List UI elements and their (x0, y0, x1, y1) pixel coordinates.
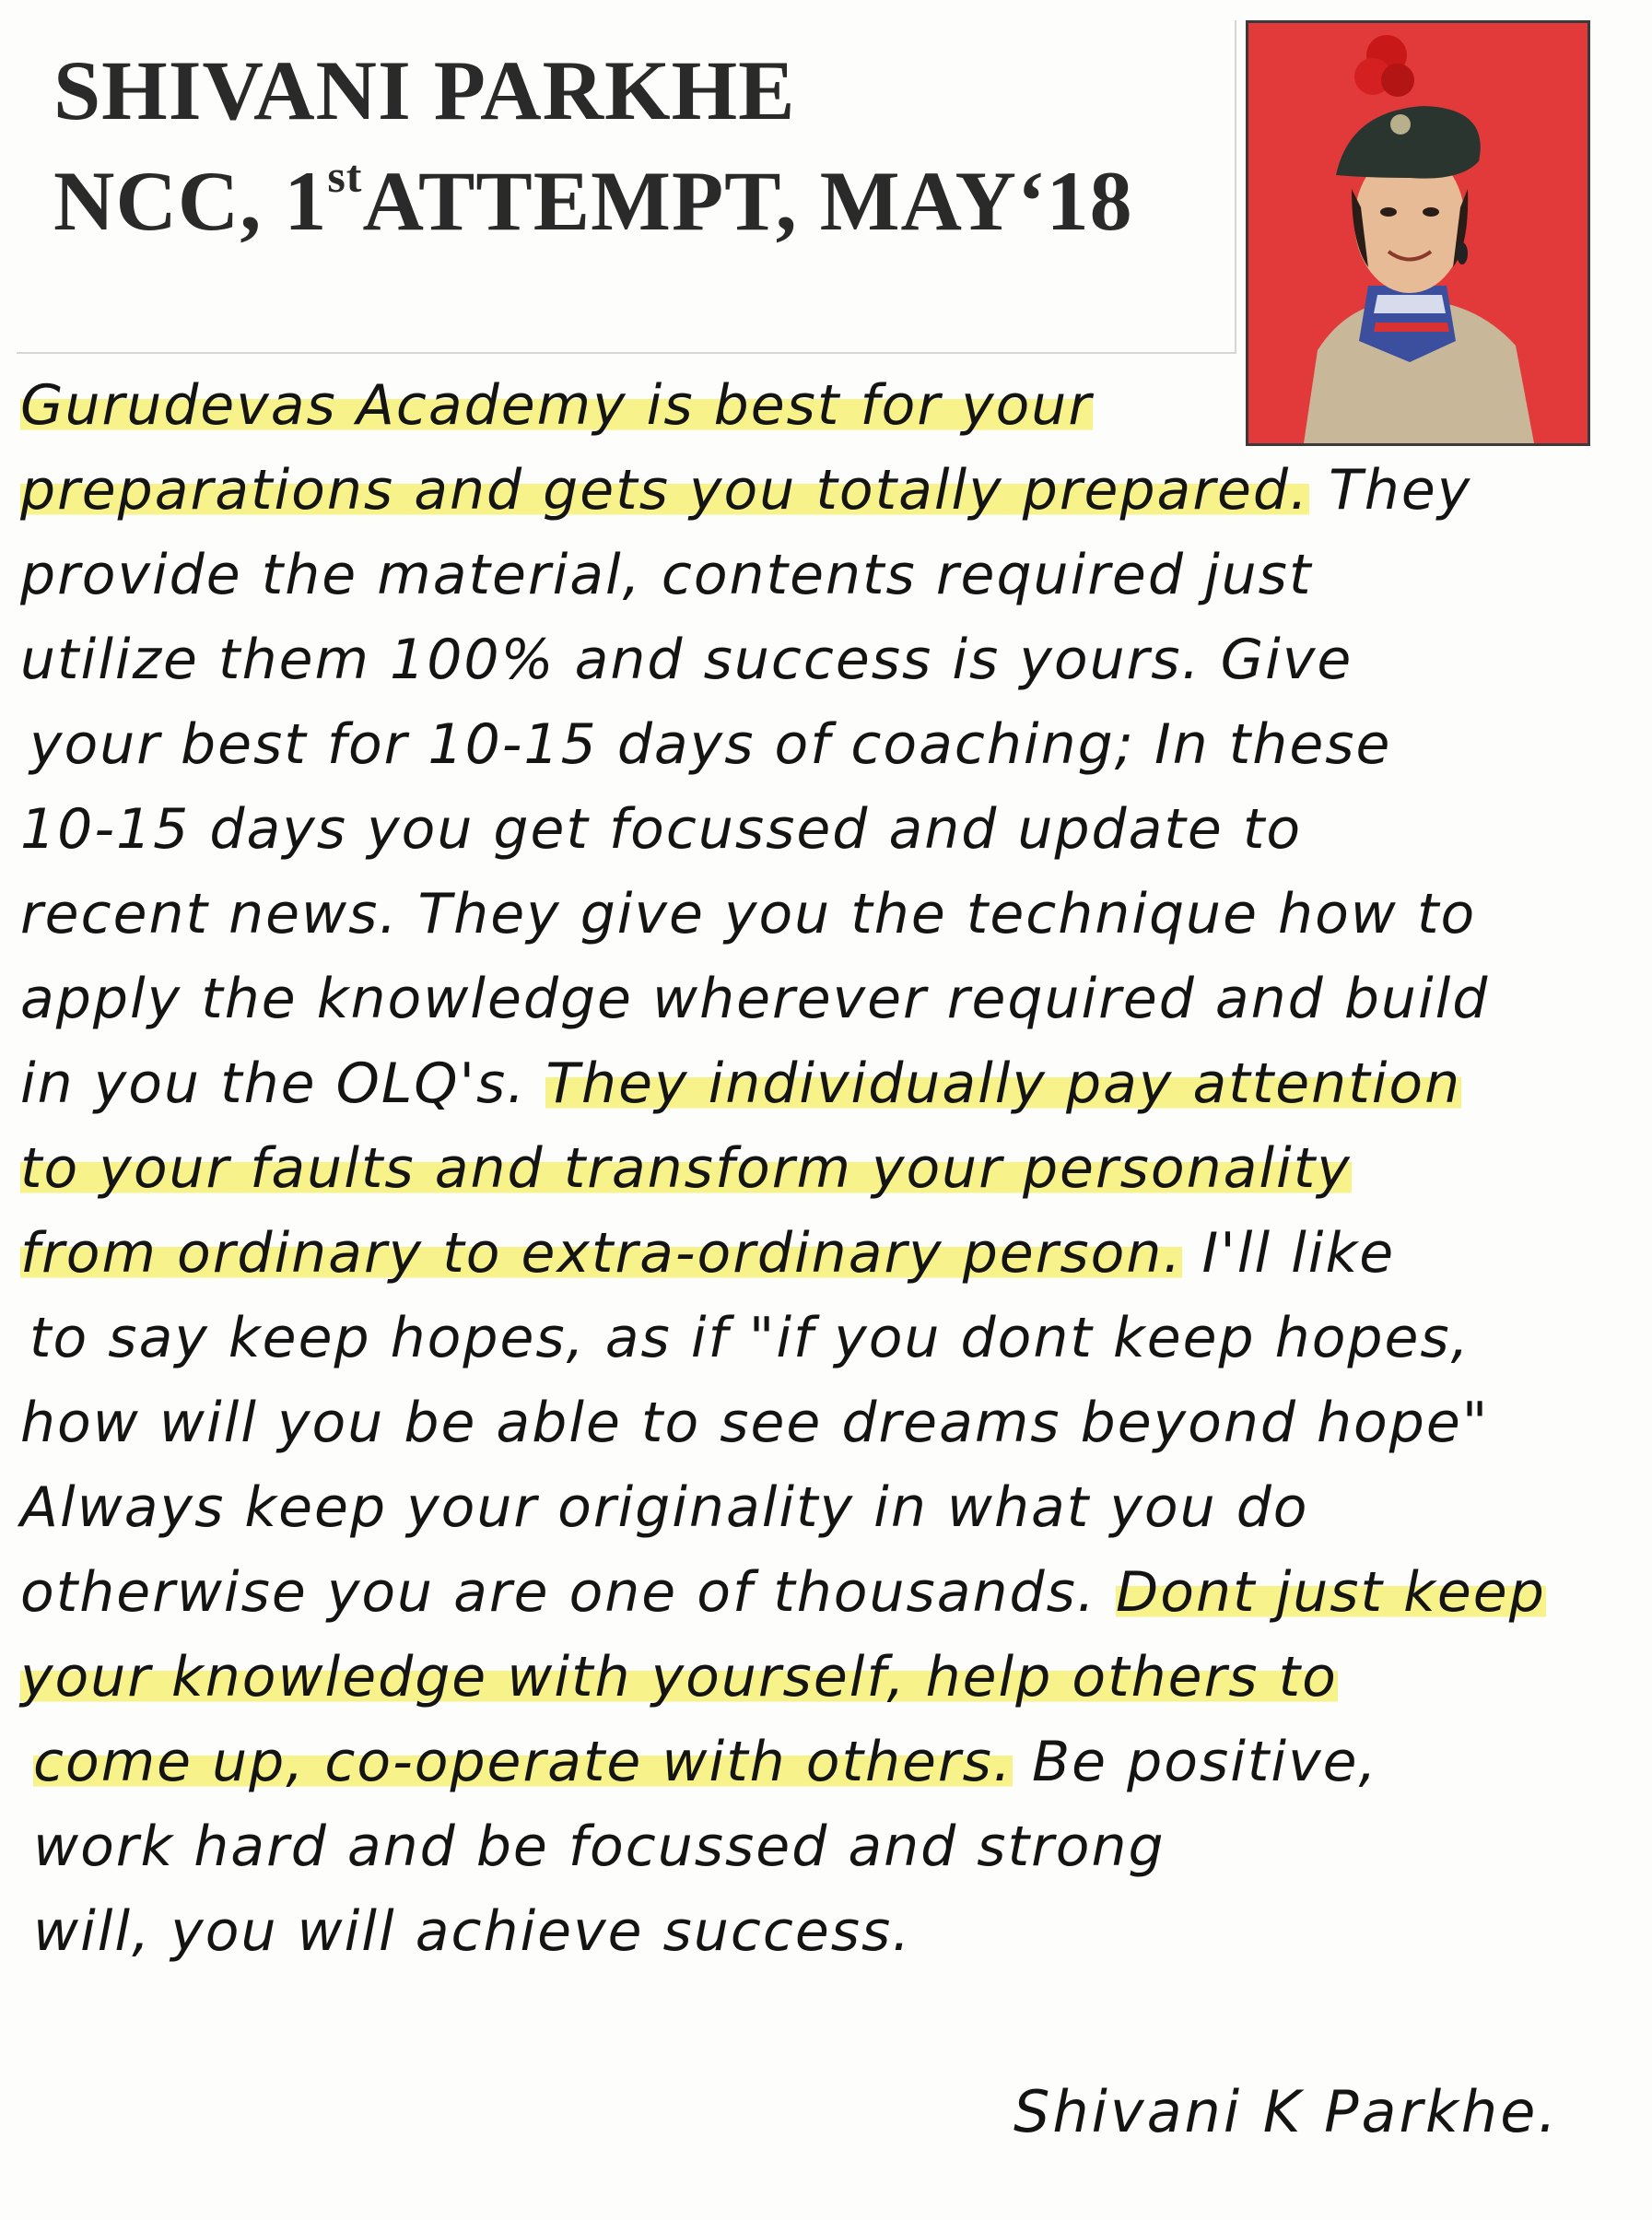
highlighted-text: your knowledge with yourself, help others to (20, 1645, 1338, 1709)
letter-line (20, 955, 1489, 1043)
cap-badge (1390, 114, 1411, 135)
letter-line (20, 1463, 1309, 1552)
cadet-portrait-photo (1246, 20, 1590, 446)
signature: Shivani K Parkhe. (1013, 2078, 1560, 2145)
letter-text: provide the material, contents required just (20, 543, 1313, 607)
letter-line (20, 531, 1312, 619)
highlighted-text: from ordinary to extra-ordinary person. (20, 1221, 1183, 1286)
attempt-line (53, 150, 1133, 248)
letter-line (29, 700, 1391, 789)
portrait-illustration (1248, 23, 1588, 443)
letter-text: to say keep hopes, as if "if you dont keep hopes, (29, 1306, 1470, 1370)
letter-line (20, 361, 1093, 450)
letter-line (33, 1803, 1166, 1891)
letter-text: Be positive, (1012, 1730, 1378, 1794)
student-name: SHIVANI PARKHE (53, 43, 796, 137)
highlighted-text: They individually pay attention (545, 1051, 1462, 1116)
letter-line (33, 1887, 911, 1976)
letter-text: I'll like (1182, 1221, 1396, 1286)
letter-line (20, 870, 1476, 958)
highlighted-text: to your faults and transform your personality (20, 1136, 1352, 1201)
letter-line (20, 1040, 1461, 1128)
letter-text: They (1309, 458, 1472, 523)
letter-text: Always keep your originality in what you do (20, 1475, 1309, 1540)
letter-line (20, 1379, 1489, 1467)
highlighted-text: preparations and gets you totally prepared. (20, 458, 1310, 523)
letter-text: will, you will achieve success. (33, 1899, 912, 1964)
letter-line (33, 1718, 1378, 1806)
letter-line (20, 616, 1353, 704)
letter-text: your best for 10-15 days of coaching; In these (29, 712, 1392, 777)
letter-text: 10-15 days you get focussed and update to (20, 797, 1303, 862)
header-box (17, 20, 1236, 354)
highlighted-text: Gurudevas Academy is best for your (20, 373, 1093, 438)
letter-line (20, 1633, 1338, 1721)
letter-text: in you the OLQ's. (20, 1051, 546, 1116)
letter-line (20, 785, 1302, 874)
highlighted-text: Dont just keep (1116, 1560, 1546, 1625)
letter-text: work hard and be focussed and strong (33, 1815, 1166, 1879)
attempt-suffix: ATTEMPT, MAY‘18 (362, 154, 1133, 248)
letter-text: otherwise you are one of thousands. (20, 1560, 1117, 1625)
letter-line (20, 1209, 1395, 1298)
letter-text: apply the knowledge wherever required and build (20, 967, 1490, 1031)
attempt-prefix: NCC, 1 (53, 154, 328, 248)
letter-line (20, 1548, 1546, 1637)
letter-line (20, 1124, 1352, 1213)
letter-text: recent news. They give you the technique how to (20, 882, 1477, 946)
highlighted-text: come up, co-operate with others. (33, 1730, 1013, 1794)
letter-line (20, 446, 1471, 534)
attempt-ordinal-suffix: st (327, 150, 363, 202)
letter-text: utilize them 100% and success is yours. Give (20, 628, 1353, 692)
letter-text: how will you be able to see dreams beyond hope" (20, 1391, 1490, 1455)
letter-line (29, 1294, 1470, 1382)
